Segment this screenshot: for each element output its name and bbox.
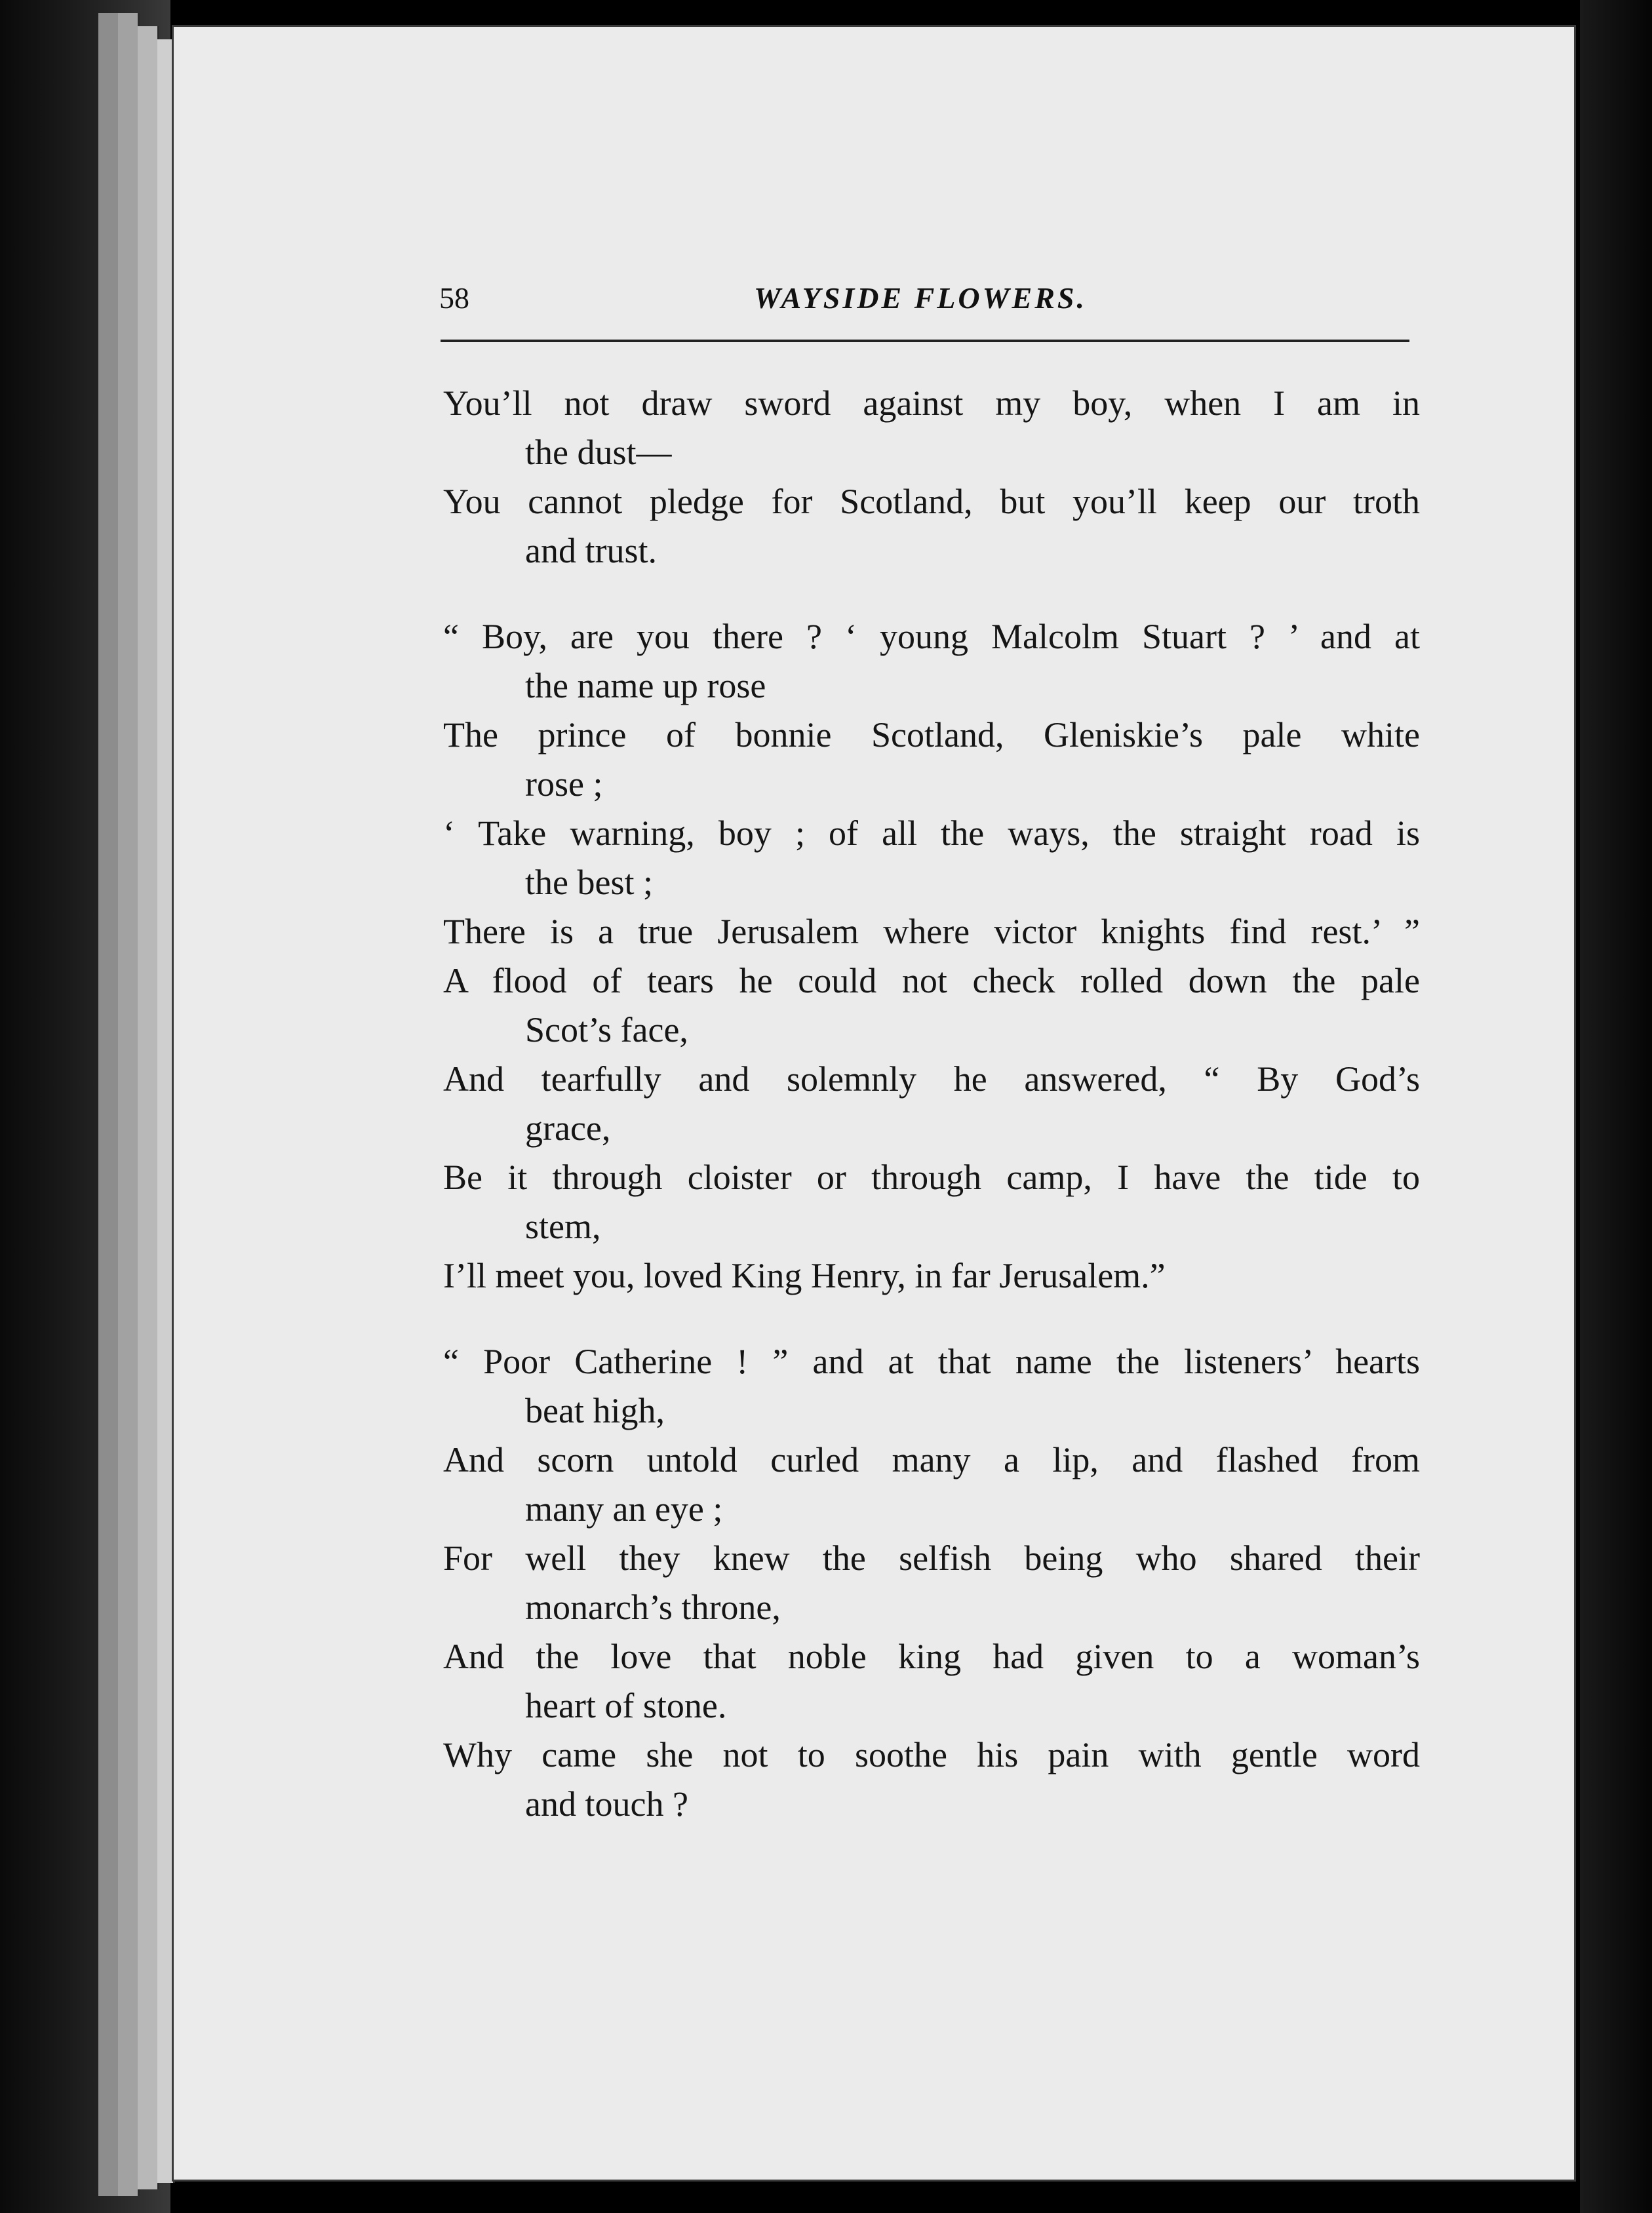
poem-line: I’ll meet you, loved King Henry, in far Jerusalem.” [443, 1256, 1166, 1295]
stanza [443, 379, 1426, 576]
page-header [439, 281, 1409, 326]
poem-line: There is a true Jerusalem where victor knights find rest.’ ” [443, 912, 1420, 951]
poem-line: And tearfully and solemnly he answered, “ By God’s [443, 1059, 1420, 1099]
poem-line: and trust. [525, 531, 657, 570]
poem-line: Why came she not to soothe his pain with gentle word [443, 1735, 1420, 1774]
poem-line: the name up rose [525, 666, 766, 705]
header-rule [441, 340, 1409, 342]
poem-line: “ Boy, are you there ? ‘ young Malcolm Stuart ? ’ and at [443, 617, 1420, 656]
stanza [443, 612, 1426, 1301]
poem-line: monarch’s throne, [525, 1588, 781, 1627]
page-edge [98, 13, 120, 2196]
poem-line: and touch ? [525, 1784, 688, 1824]
poem-text [443, 379, 1426, 1866]
page-edge [138, 26, 159, 2189]
poem-line: stem, [525, 1207, 601, 1246]
poem-line: many an eye ; [525, 1489, 723, 1529]
poem-line: Be it through cloister or through camp, I have the tide to [443, 1158, 1420, 1197]
poem-line: rose ; [525, 764, 603, 804]
page-edge [118, 13, 140, 2196]
poem-line: For well they knew the selfish being who shared their [443, 1538, 1420, 1578]
poem-line: heart of stone. [525, 1686, 727, 1725]
poem-line: grace, [525, 1108, 611, 1148]
poem-line: the dust— [525, 433, 672, 472]
poem-line: The prince of bonnie Scotland, Gleniskie’s pale white [443, 715, 1420, 754]
poem-line: beat high, [525, 1391, 665, 1430]
poem-line: Scot’s face, [525, 1010, 688, 1049]
poem-line: ‘ Take warning, boy ; of all the ways, the straight road is [443, 813, 1420, 853]
poem-line: You’ll not draw sword against my boy, when I am in [443, 383, 1420, 423]
poem-line: You cannot pledge for Scotland, but you’ll keep our troth [443, 482, 1420, 521]
running-head: WAYSIDE FLOWERS. [754, 281, 1087, 315]
poem-line: A flood of tears he could not check rolled down the pale [443, 961, 1420, 1000]
poem-line: the best ; [525, 863, 653, 902]
page-number: 58 [439, 281, 469, 315]
stanza [443, 1337, 1426, 1829]
scan-background-right [1580, 0, 1652, 2213]
poem-line: “ Poor Catherine ! ” and at that name the listeners’ hearts [443, 1342, 1420, 1381]
poem-line: And the love that noble king had given to a woman’s [443, 1637, 1420, 1676]
poem-line: And scorn untold curled many a lip, and flashed from [443, 1440, 1420, 1479]
